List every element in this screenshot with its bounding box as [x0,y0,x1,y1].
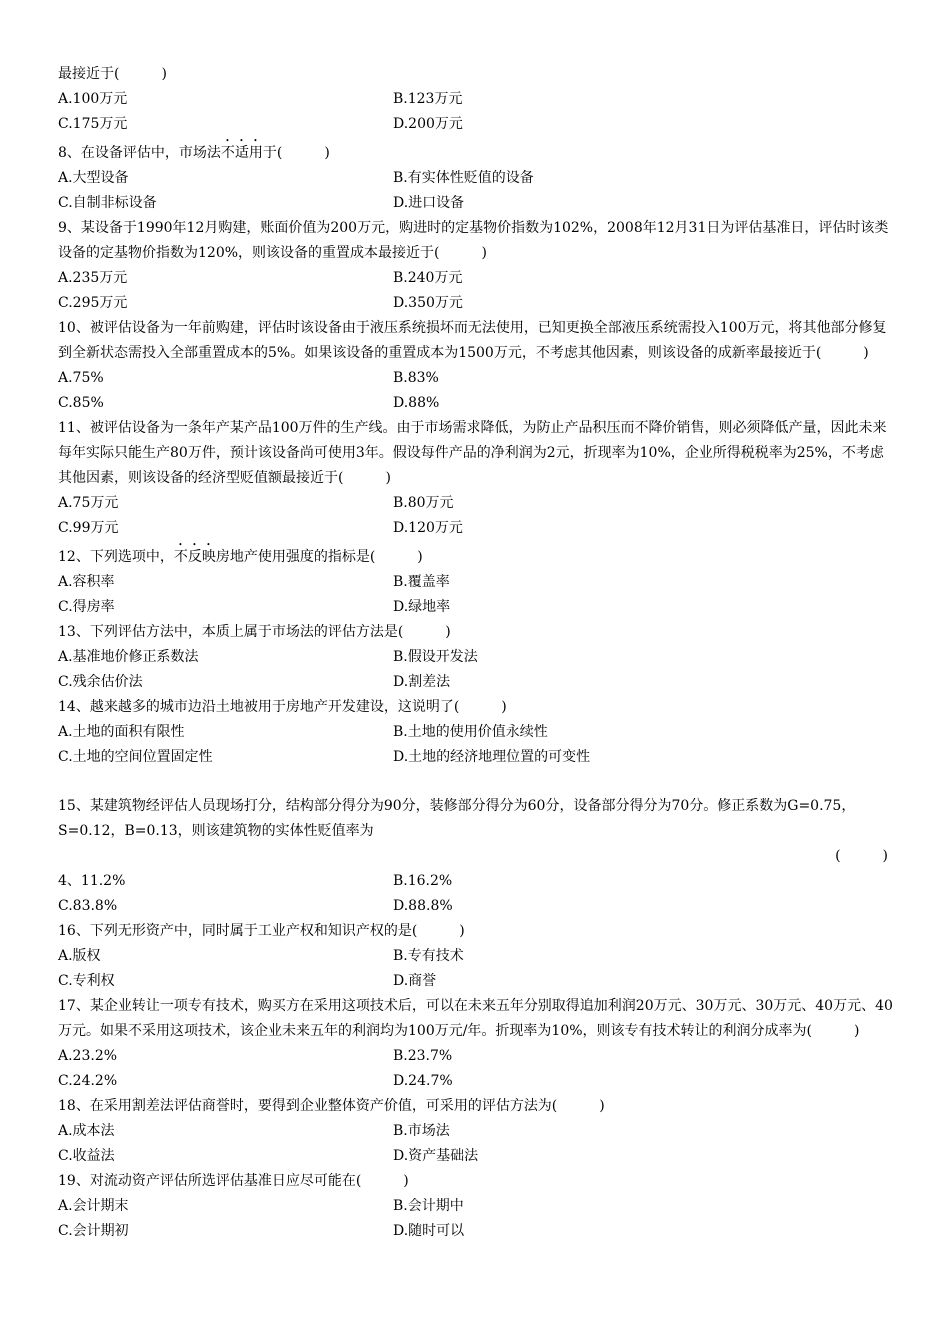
q15-answer-paren: ( ) [835,848,888,864]
blank-line [58,770,894,794]
q15-options-row-1 [58,869,894,894]
q10-stem: 10、被评估设备为一年前购建，评估时该设备由于液压系统损坏而无法使用，已知更换全部液压系统需投入100万元，将其他部分修复到全新状态需投入全部重置成本的5%。如果该设备的重置成本为1500万元，不考虑其他因素，则该设备的成新率最接近于( ) [58,320,887,361]
q13-stem: 13、下列评估方法中，本质上属于市场法的评估方法是( ) [58,624,451,640]
q7-tail: 最接近于( ) [58,66,167,82]
q9-option-c: C.295万元 [58,295,128,311]
q16-options-row-2 [58,969,894,994]
q16-option-c: C.专利权 [58,973,115,989]
q19-stem: 19、对流动资产评估所选评估基准日应尽可能在( ) [58,1173,409,1189]
q19-options-row-1 [58,1194,894,1219]
q17-stem: 17、某企业转让一项专有技术，购买方在采用这项技术后，可以在未来五年分别取得追加利润20万元、30万元、30万元、40万元、40万元。如果不采用这项技术，该企业未来五年的利润均为100万元/年。折现率为10%，则该专有技术转让的利润分成率为( ) [58,998,893,1039]
q16-options-row-1 [58,944,894,969]
q7-option-b: B.123万元 [393,91,463,107]
q17-option-b: B.23.7% [393,1048,453,1064]
q11-option-c: C.99万元 [58,520,119,536]
q8-stem [58,137,894,166]
q7-option-c: C.175万元 [58,116,128,132]
q14-stem: 14、越来越多的城市边沿土地被用于房地产开发建设，这说明了( ) [58,699,507,715]
q8-option-a: A.大型设备 [58,170,129,186]
q15-options-row-2 [58,894,894,919]
q18-option-c: C.收益法 [58,1148,115,1164]
q11-stem: 11、被评估设备为一条年产某产品100万件的生产线。由于市场需求降低，为防止产品积压而不降价销售，则必须降低产量，因此未来每年实际只能生产80万件，预计该设备尚可使用3年。假设每件产品的净利润为2元，折现率为10%，企业所得税税率为25%，不考虑其他因素，则该设备的经济型贬值额最接近于( ) [58,420,887,486]
q8-options-row-1 [58,166,894,191]
q12-option-d: D.绿地率 [393,599,451,615]
q8-options-row-2 [58,191,894,216]
q13-option-c: C.残余估价法 [58,674,143,690]
q15-option-a: 4、11.2% [58,873,126,889]
q7-option-d: D.200万元 [393,116,463,132]
q8-stem-emphasis: 不适用 [220,145,263,161]
q11-options-row-2 [58,516,894,541]
q11-options-row-1 [58,491,894,516]
q13-options-row-1 [58,645,894,670]
q10-options-row-2 [58,391,894,416]
q16-option-d: D.商誉 [393,973,437,989]
q9-options-row-2 [58,291,894,316]
q8-stem-post: 于( ) [262,145,330,161]
q14-options-row-1 [58,720,894,745]
q14-option-d: D.土地的经济地理位置的可变性 [393,749,591,765]
q17-option-a: A.23.2% [58,1048,118,1064]
q11-option-b: B.80万元 [393,495,454,511]
q9-option-d: D.350万元 [393,295,463,311]
q12-stem-post: 房地产使用强度的指标是( ) [215,549,423,565]
q19-option-a: A.会计期末 [58,1198,129,1214]
q15-option-b: B.16.2% [393,873,453,889]
q9-options-row-1 [58,266,894,291]
q16-option-a: A.版权 [58,948,101,964]
q8-stem-pre: 8、在设备评估中，市场法 [58,145,221,161]
q12-stem-pre: 12、下列选项中， [58,549,174,565]
q18-stem: 18、在采用割差法评估商誉时，要得到企业整体资产价值，可采用的评估方法为( ) [58,1098,605,1114]
q9-stem: 9、某设备于1990年12月购建，账面价值为200万元，购进时的定基物价指数为102%，2008年12月31日为评估基准日，评估时该类设备的定基物价指数为120%，则该设备的重置成本最接近于( ) [58,220,889,261]
q13-option-a: A.基准地价修正系数法 [58,649,199,665]
q19-option-d: D.随时可以 [393,1223,465,1239]
q13-options-row-2 [58,670,894,695]
q17-options-row-2 [58,1069,894,1094]
q7-option-a: A.100万元 [58,91,128,107]
q15-stem: 15、某建筑物经评估人员现场打分，结构部分得分为90分，装修部分得分为60分，设备部分得分为70分。修正系数为G=0.75，S=0.12，B=0.13，则该建筑物的实体性贬值率为 [58,798,856,839]
q7-options-row-1 [58,87,894,112]
q15-option-c: C.83.8% [58,898,118,914]
q13-option-b: B.假设开发法 [393,649,478,665]
q10-options-row-1 [58,366,894,391]
q12-options-row-1 [58,570,894,595]
q14-options-row-2 [58,745,894,770]
q9-option-b: B.240万元 [393,270,463,286]
q10-option-b: B.83% [393,370,439,386]
q18-option-d: D.资产基础法 [393,1148,479,1164]
q13-option-d: D.割差法 [393,674,451,690]
q17-options-row-1 [58,1044,894,1069]
q14-option-a: A.土地的面积有限性 [58,724,185,740]
q17-option-d: D.24.7% [393,1073,453,1089]
q11-option-d: D.120万元 [393,520,463,536]
q12-stem [58,541,894,570]
q14-option-b: B.土地的使用价值永续性 [393,724,548,740]
q12-option-a: A.容积率 [58,574,115,590]
q12-options-row-2 [58,595,894,620]
q18-options-row-1 [58,1119,894,1144]
q7-options-row-2 [58,112,894,137]
q8-option-d: D.进口设备 [393,195,465,211]
q9-option-a: A.235万元 [58,270,128,286]
q10-option-c: C.85% [58,395,104,411]
q19-option-c: C.会计期初 [58,1223,129,1239]
q14-option-c: C.土地的空间位置固定性 [58,749,213,765]
q12-option-c: C.得房率 [58,599,115,615]
q19-options-row-2 [58,1219,894,1244]
q17-option-c: C.24.2% [58,1073,118,1089]
q16-stem: 16、下列无形资产中，同时属于工业产权和知识产权的是( ) [58,923,465,939]
q18-options-row-2 [58,1144,894,1169]
q19-option-b: B.会计期中 [393,1198,464,1214]
q15-option-d: D.88.8% [393,898,453,914]
exam-page [58,62,894,1244]
q8-option-c: C.自制非标设备 [58,195,157,211]
q12-option-b: B.覆盖率 [393,574,450,590]
q18-option-b: B.市场法 [393,1123,450,1139]
q8-option-b: B.有实体性贬值的设备 [393,170,534,186]
q12-stem-emphasis: 不反映 [173,549,216,565]
q11-option-a: A.75万元 [58,495,119,511]
q10-option-d: D.88% [393,395,440,411]
q16-option-b: B.专有技术 [393,948,464,964]
q10-option-a: A.75% [58,370,104,386]
q18-option-a: A.成本法 [58,1123,115,1139]
